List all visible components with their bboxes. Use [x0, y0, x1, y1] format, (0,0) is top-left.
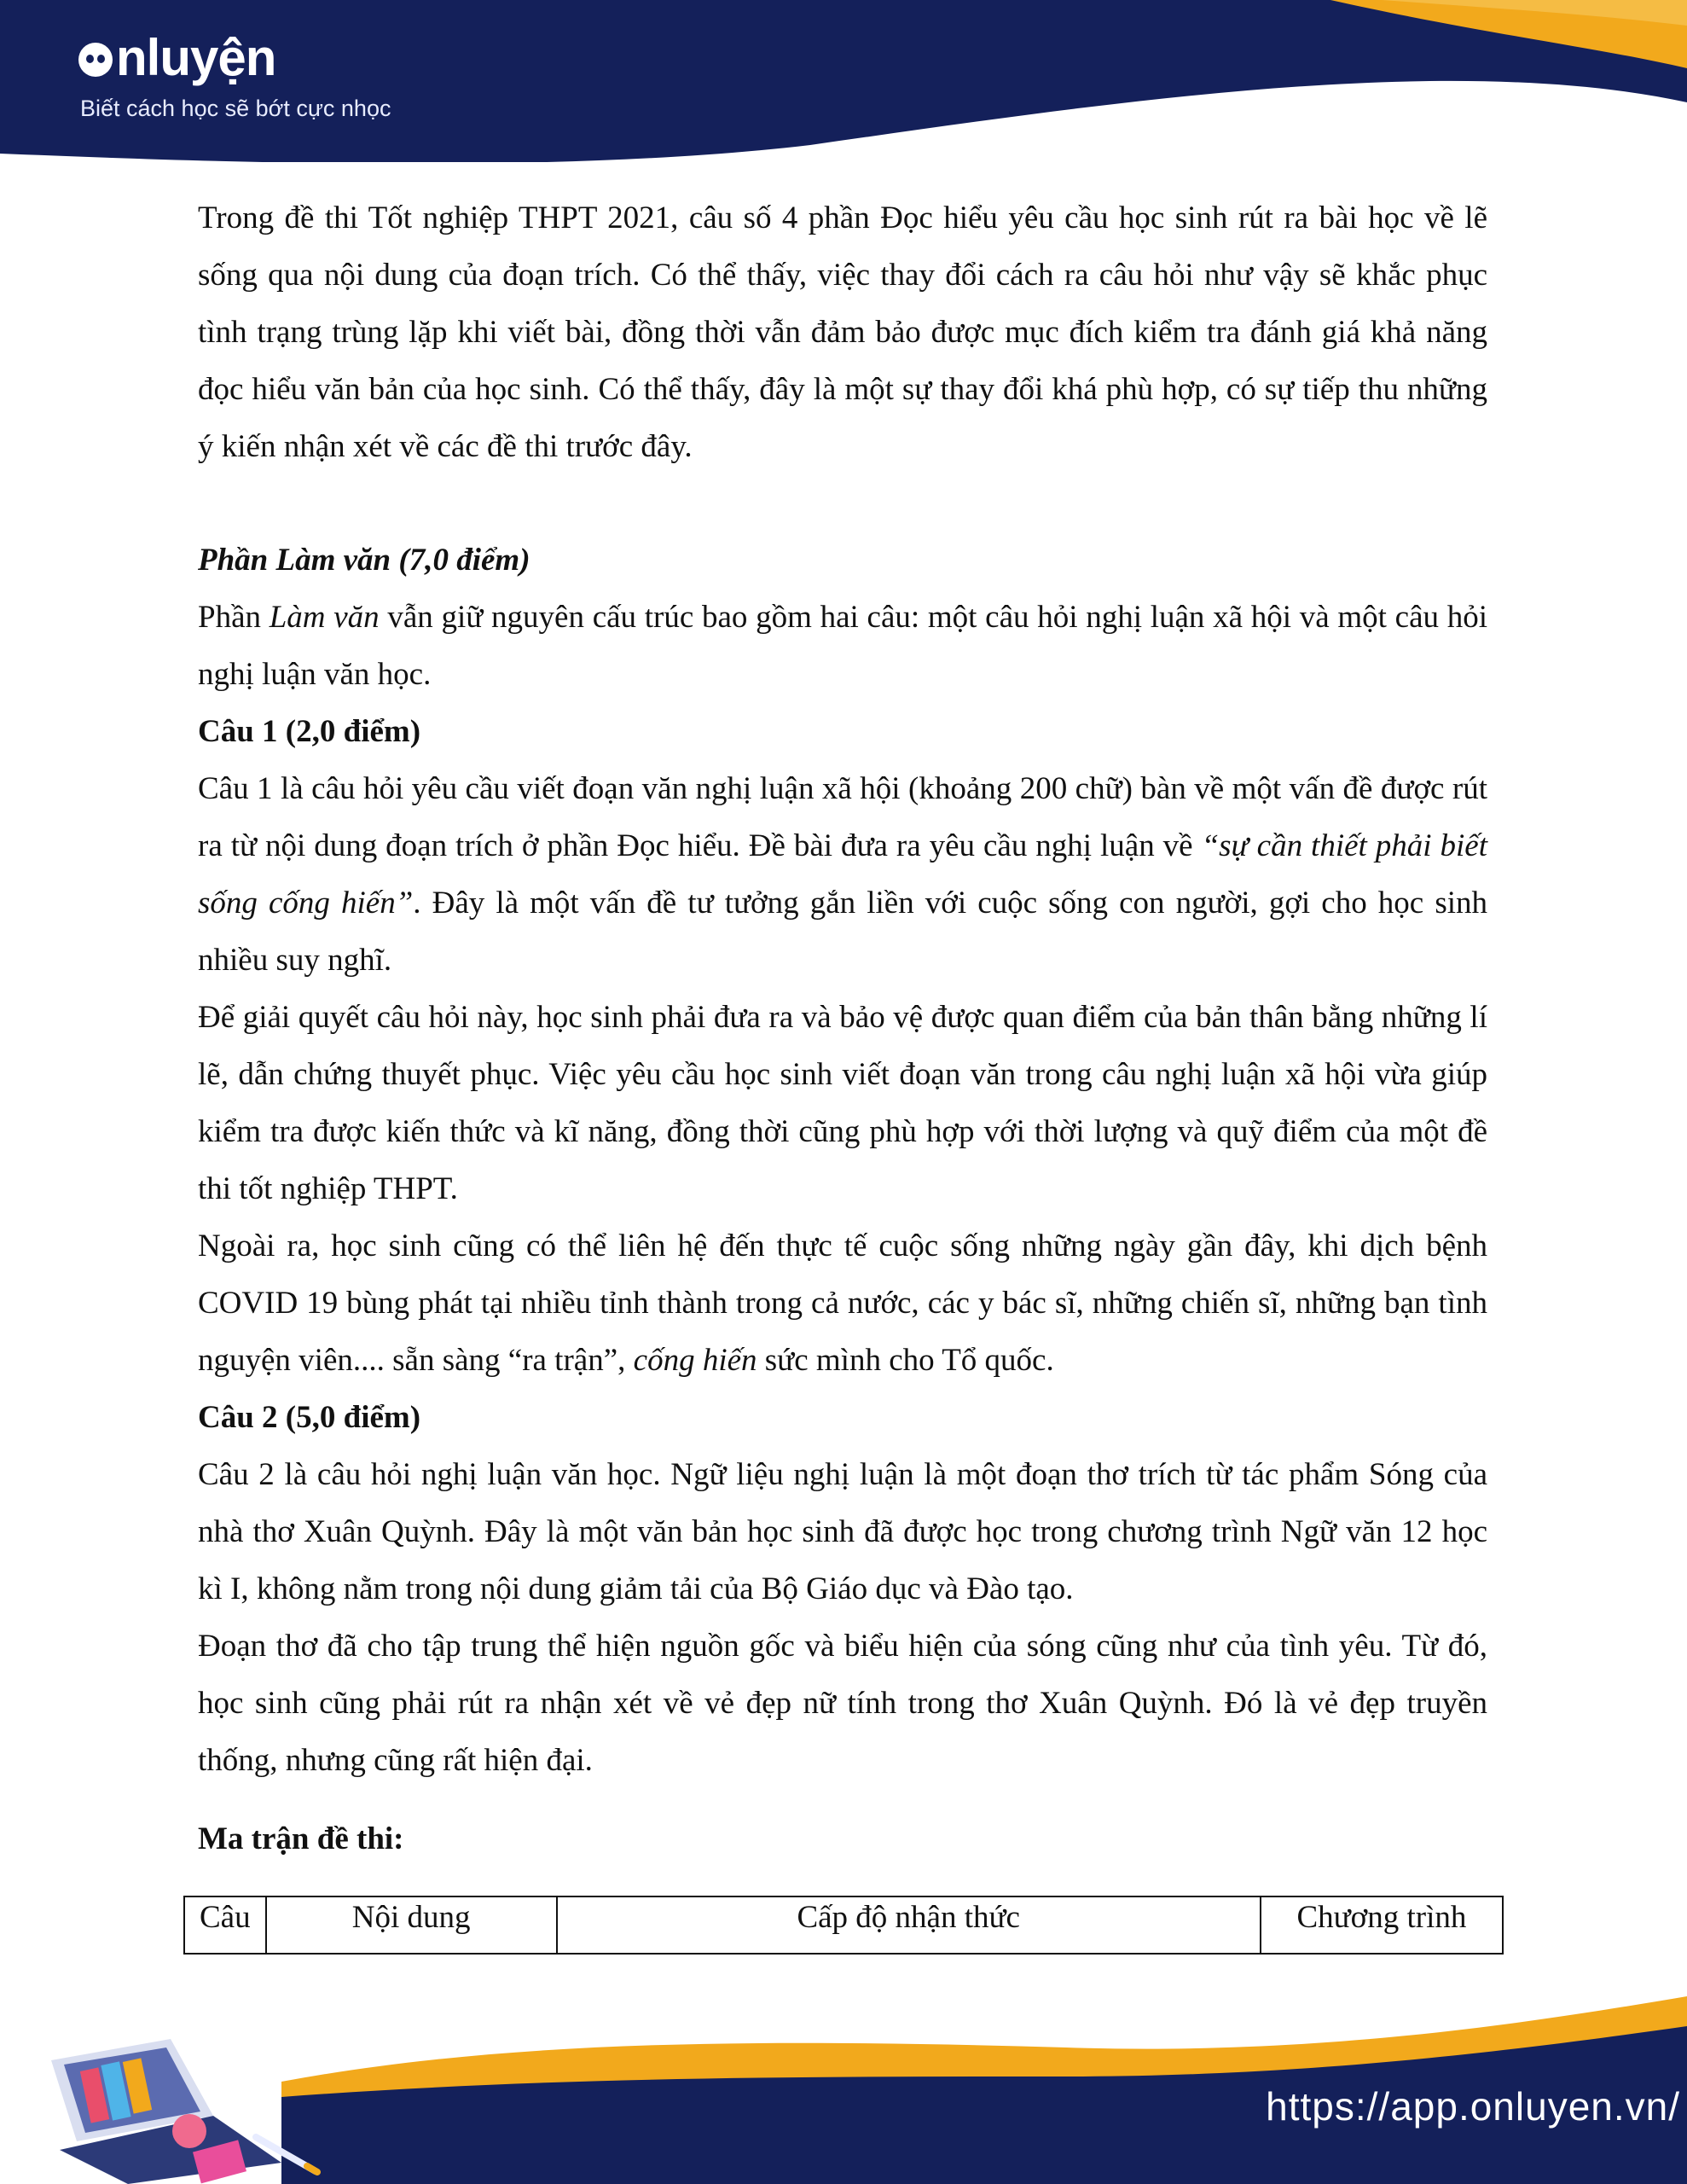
- document-body: [198, 189, 1487, 1867]
- study-illustration-icon: [51, 2039, 317, 2184]
- question-2-heading: Câu 2 (5,0 điểm): [198, 1400, 421, 1435]
- tagline: Biết cách học sẽ bớt cực nhọc: [80, 96, 391, 121]
- page-header: [0, 0, 1687, 162]
- matrix-heading: Ma trận đề thi:: [198, 1821, 404, 1856]
- brand: [78, 29, 391, 122]
- paragraph-question-1: [198, 760, 1487, 989]
- paragraph-covid-example: [198, 1217, 1487, 1389]
- onluyen-logo[interactable]: [78, 29, 391, 86]
- logo-text: nluyện: [116, 29, 276, 86]
- page-footer: [0, 1988, 1687, 2184]
- col-header-chuong-trinh: Chương trình: [1261, 1896, 1503, 1954]
- text-run: Ngoài ra, học sinh cũng có thể liên hệ đến thực tế cuộc sống những ngày gần đây, khi dịch bệnh COVID 19 bùng phát tại nhiều tỉnh thành trong cả nước, các y bác sĩ, những chiến sĩ, những bạn tình nguyện viên.... sẵn sàng “ra trận”,: [198, 1228, 1487, 1378]
- text-run: . Đây là một vấn đề tư tưởng gắn liền với cuộc sống con người, gợi cho học sinh nhiều suy nghĩ.: [198, 886, 1487, 978]
- website-url-link[interactable]: https://app.onluyen.vn/: [1266, 2084, 1680, 2129]
- col-header-cau: Câu: [184, 1896, 266, 1954]
- paragraph-question-2: Câu 2 là câu hỏi nghị luận văn học. Ngữ liệu nghị luận là một đoạn thơ trích từ tác phẩm Sóng của nhà thơ Xuân Quỳnh. Đây là một văn bản học sinh đã được học trong chương trình Ngữ văn 12 học kì I, không nằm trong nội dung giảm tải của Bộ Giáo dục và Đào tạo.: [198, 1457, 1487, 1606]
- spacer: [198, 1789, 1487, 1810]
- col-header-cap-do: Cấp độ nhận thức: [557, 1896, 1261, 1954]
- text-run: Câu 1 là câu hỏi yêu cầu viết đoạn văn nghị luận xã hội (khoảng 200 chữ) bàn về một vấn đề được rút ra từ nội dung đoạn trích ở phần Đọc hiểu. Đề bài đưa ra yêu cầu nghị luận về: [198, 771, 1487, 863]
- paragraph-question-1-solution: Để giải quyết câu hỏi này, học sinh phải đưa ra và bảo vệ được quan điểm của bản thân bằng những lí lẽ, dẫn chứng thuyết phục. Việc yêu cầu học sinh viết đoạn văn trong câu nghị luận xã hội vừa giúp kiểm tra được kiến thức và kĩ năng, đồng thời cũng phù hợp với thời lượng và quỹ điểm của một đề thi tốt nghiệp THPT.: [198, 1000, 1487, 1206]
- table-header-row: [184, 1896, 1503, 1954]
- owl-face-icon: [78, 43, 113, 77]
- paragraph-reading-change: Trong đề thi Tốt nghiệp THPT 2021, câu số 4 phần Đọc hiểu yêu cầu học sinh rút ra bài học về lẽ sống qua nội dung của đoạn trích. Có thể thấy, việc thay đổi cách ra câu hỏi như vậy sẽ khắc phục tình trạng trùng lặp khi viết bài, đồng thời vẫn đảm bảo được mục đích kiểm tra đánh giá khả năng đọc hiểu văn bản của học sinh. Có thể thấy, đây là một sự thay đổi khá phù hợp, có sự tiếp thu những ý kiến nhận xét về các đề thi trước đây.: [198, 200, 1487, 464]
- section-heading-lam-van: Phần Làm văn (7,0 điểm): [198, 543, 530, 578]
- text-run: vẫn giữ nguyên cấu trúc bao gồm hai câu: một câu hỏi nghị luận xã hội và một câu hỏi nghị luận văn học.: [198, 600, 1487, 692]
- paragraph-poem-analysis: Đoạn thơ đã cho tập trung thể hiện nguồn gốc và biểu hiện của sóng cũng như của tình yêu. Từ đó, học sinh cũng phải rút ra nhận xét về vẻ đẹp nữ tính trong thơ Xuân Quỳnh. Đó là vẻ đẹp truyền thống, nhưng cũng rất hiện đại.: [198, 1629, 1487, 1778]
- col-header-noi-dung: Nội dung: [266, 1896, 557, 1954]
- italic-run: cống hiến: [633, 1343, 757, 1378]
- text-run: Phần: [198, 600, 270, 635]
- paragraph-lam-van-structure: [198, 589, 1487, 703]
- text-run: sức mình cho Tổ quốc.: [757, 1343, 1054, 1378]
- italic-run: Làm văn: [269, 600, 380, 635]
- spacer: [198, 475, 1487, 531]
- question-1-heading: Câu 1 (2,0 điểm): [198, 714, 421, 749]
- italic-run: “sự cần thiết phải biết sống cống hiến”: [198, 828, 1487, 921]
- exam-matrix-table: [183, 1896, 1504, 1955]
